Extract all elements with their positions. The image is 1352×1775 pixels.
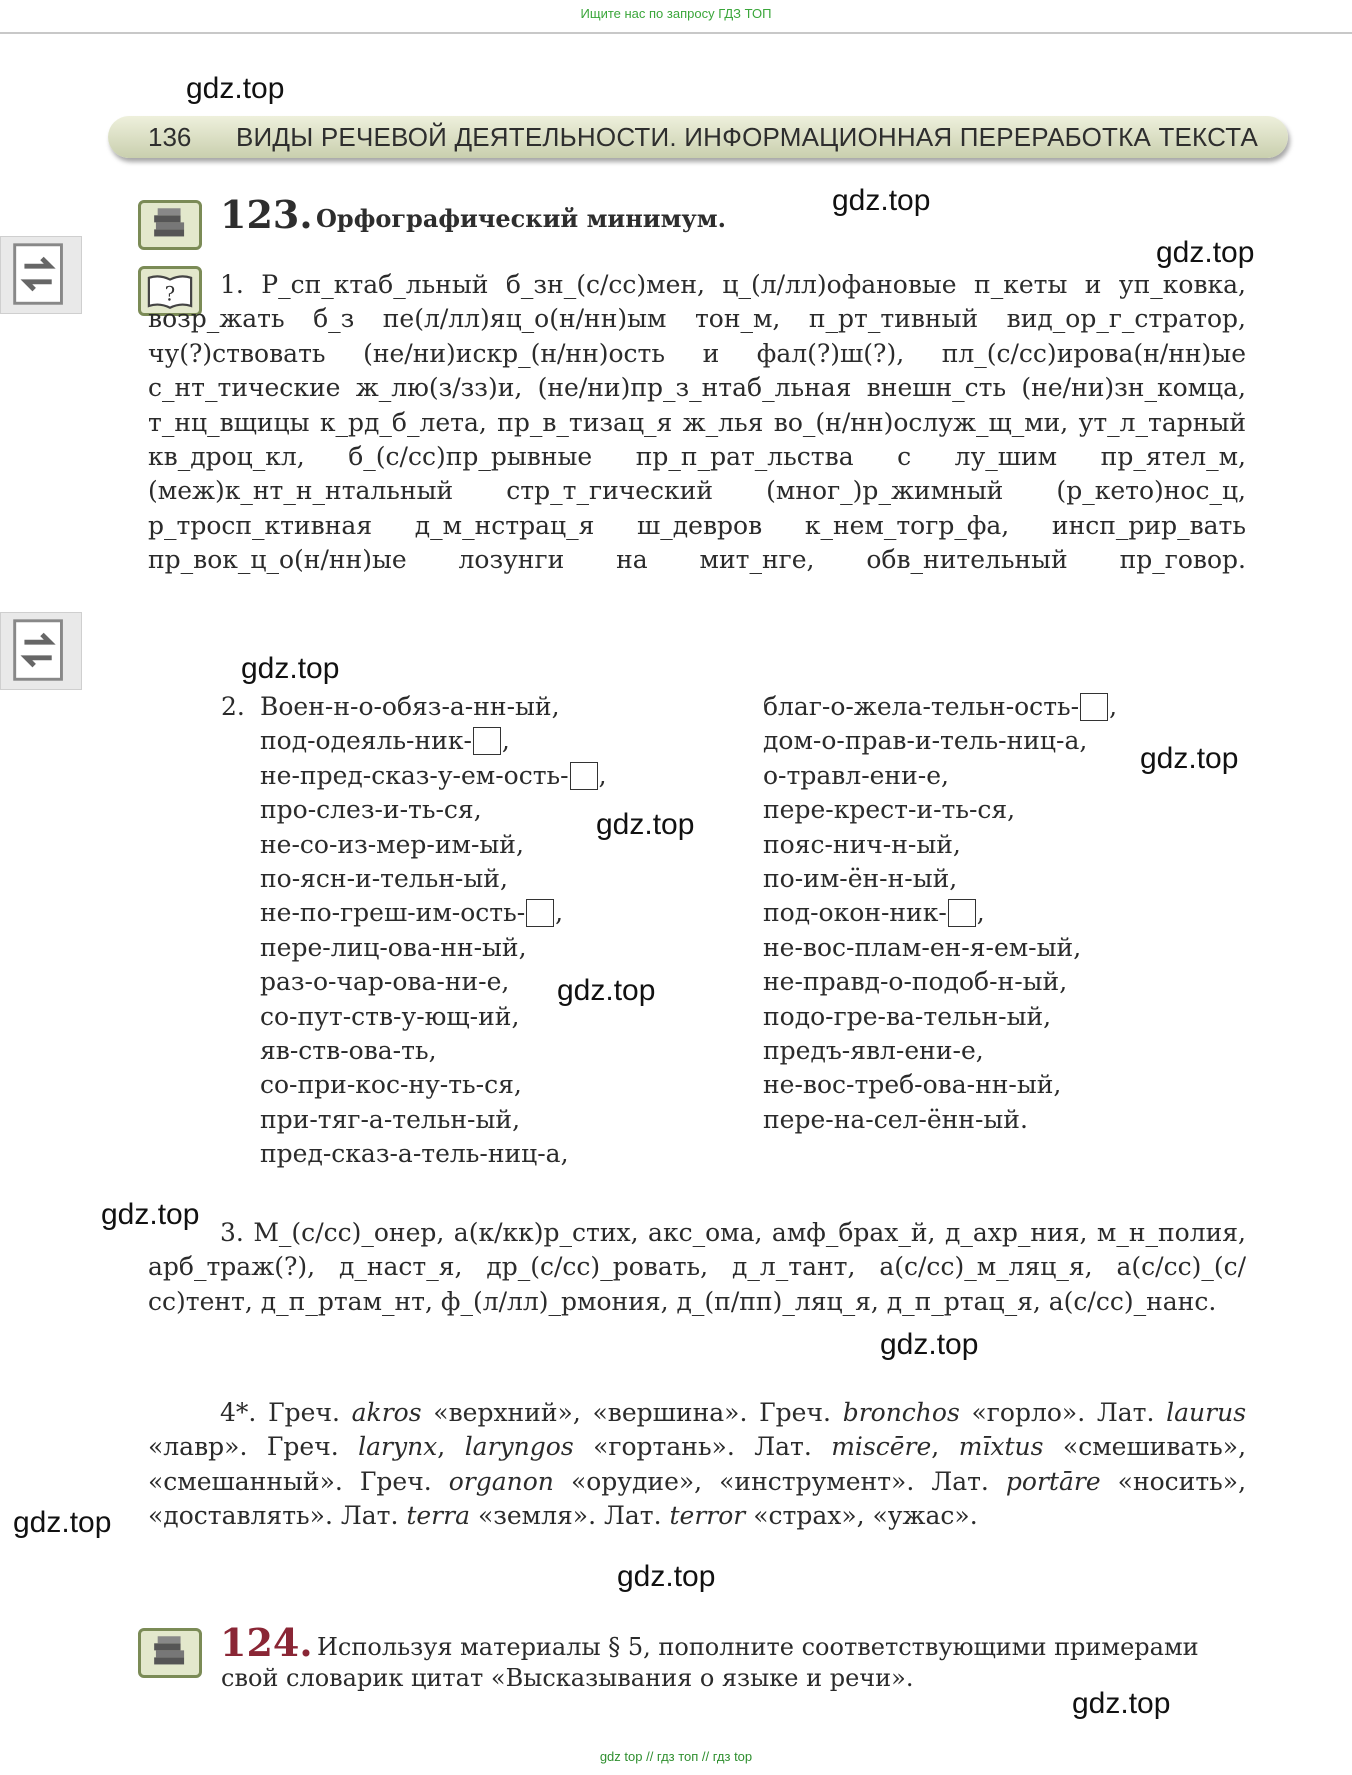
- svg-text:?: ?: [164, 282, 176, 306]
- list-item: про-слез-и-ть-ся,: [260, 795, 482, 825]
- translation: «горло».: [971, 1398, 1086, 1427]
- foreign-word: akros: [351, 1398, 422, 1427]
- exercise-number: 124.: [220, 1620, 313, 1665]
- translation: «орудие», «инструмент».: [570, 1466, 915, 1496]
- books-icon: [138, 1628, 202, 1678]
- books-icon: [138, 200, 202, 250]
- answer-box[interactable]: [570, 762, 598, 790]
- list-item: со-при-кос-ну-ть-ся,: [260, 1070, 522, 1100]
- comma: ,: [555, 898, 564, 928]
- lang-label: Греч.: [266, 1432, 339, 1462]
- lang-label: Лат.: [340, 1501, 399, 1531]
- lang-label: Греч.: [268, 1398, 340, 1427]
- lang-label: Лат.: [931, 1466, 989, 1496]
- list-item: о-травл-ени-е,: [763, 760, 949, 790]
- answer-box[interactable]: [473, 727, 501, 755]
- foreign-word: bronchos: [842, 1398, 960, 1427]
- list-item: при-тяг-а-тельн-ый,: [260, 1104, 521, 1134]
- translation: «страх», «ужас».: [753, 1501, 978, 1531]
- list-item: [260, 896, 607, 930]
- exercise-part-1: 1. Р_сп_ктаб_льный б_зн_(с/сс)мен, ц_(л/лл)офановые п_кеты и уп_ковка, возр_жать б_з пе(л/лл)яц_о(н/нн)ым тон_м, п_рт_тивный вид_ор_г_стратор, чу(?)ствовать (не/ни)искр_(н/нн)ость и фал(?)ш(?), пл_(с/сс)ирова(н/нн)ые с_нт_тические ж_лю(з/зз)и, (не/ни)пр_з_нтаб_льная внешн_сть (не/ни)зн_комца, т_нц_вщицы к_рд_б_лета, пр_в_тизац_я ж_лья во_(н/нн)ослуж_щ_ми, ут_л_тарный кв_дроц_кл, б_(с/сс)пр_рывные пр_п_рат_льства с лу_шим пр_ятел_м, (меж)к_нт_н_нтальный стр_т_гический (мног_)р_жимный (р_кето)нос_ц, р_тросп_ктивная д_м_нстрац_я ш_девров к_нем_тогр_фа, инсп_рир_вать пр_вок_ц_о(н/нн)ые лозунги на мит_нге, обв_нительный пр_говор.: [148, 270, 1246, 575]
- lang-label: Лат.: [754, 1432, 812, 1462]
- watermark: gdz.top: [1156, 236, 1255, 269]
- list-item: пере-крест-и-ть-ся,: [763, 795, 1016, 825]
- list-item: [260, 724, 607, 758]
- comma: ,: [976, 898, 985, 928]
- answer-box[interactable]: [948, 899, 976, 927]
- page-number: 136: [148, 122, 192, 152]
- word-column-right: [763, 690, 1117, 1137]
- list-item: пере-на-сел-ённ-ый.: [763, 1104, 1028, 1134]
- list-item: Воен-н-о-обяз-а-нн-ый,: [260, 692, 560, 721]
- foreign-word: larynx: [358, 1432, 438, 1462]
- list-item: [763, 690, 1117, 724]
- translation: «гортань».: [593, 1432, 735, 1462]
- watermark: gdz.top: [13, 1506, 112, 1539]
- watermark: gdz.top: [832, 184, 931, 217]
- watermark: gdz.top: [596, 808, 695, 841]
- top-search-note: Ищите нас по запросу ГДЗ ТОП: [580, 6, 772, 21]
- list-item: не-правд-о-подоб-н-ый,: [763, 967, 1068, 997]
- list-item: по-ясн-и-тельн-ый,: [260, 863, 508, 893]
- list-item: [260, 759, 607, 793]
- answer-box[interactable]: [526, 899, 554, 927]
- exercise-124-text: Используя материалы § 5, пополните соответствующими примерами свой словарик цитат «Высказывания о языке и речи».: [221, 1633, 1199, 1692]
- foreign-word: organon: [448, 1466, 554, 1496]
- lang-label: Греч.: [359, 1466, 432, 1496]
- page-header: [108, 116, 1288, 158]
- comma: ,: [1109, 692, 1118, 721]
- translation: «носить», «доставлять».: [148, 1466, 1247, 1531]
- exercise-part-3: 3. М_(с/сс)_онер, а(к/кк)р_стих, акс_ома, амф_брах_й, д_ахр_ния, м_н_полия, арб_траж(?), д_наст_я, др_(с/сс)_ровать, д_л_тант, а(с/сс)_м_ляц_я, а(с/сс)_(с/сс)тент, д_п_ртам_нт, ф_(л/лл)_рмония, д_(п/пп)_ляц_я, д_п_ртац_я, а(с/сс)_нанс.: [148, 1218, 1246, 1316]
- translation: «смешивать», «смешанный».: [148, 1432, 1247, 1496]
- translation: «верхний», «вершина».: [433, 1398, 748, 1427]
- foreign-word: portāre: [1005, 1466, 1101, 1496]
- foreign-word: terra: [406, 1501, 470, 1531]
- foreign-word: laurus: [1166, 1398, 1247, 1427]
- top-divider: [0, 32, 1352, 34]
- foreign-word: miscēre: [831, 1432, 932, 1462]
- answer-box[interactable]: [1080, 693, 1108, 721]
- list-item: со-пут-ств-у-ющ-ий,: [260, 1001, 520, 1031]
- list-item: [763, 896, 1117, 930]
- exercise-title: Орфографический минимум.: [316, 204, 726, 233]
- watermark: gdz.top: [101, 1198, 200, 1231]
- list-item: не-со-из-мер-им-ый,: [260, 829, 524, 859]
- list-item: пред-сказ-а-тель-ниц-а,: [260, 1139, 569, 1169]
- header-title: ВИДЫ РЕЧЕВОЙ ДЕЯТЕЛЬНОСТИ. ИНФОРМАЦИОННАЯ ПЕРЕРАБОТКА ТЕКСТА: [236, 122, 1258, 152]
- word: не-пред-сказ-у-ем-ость-: [260, 760, 569, 790]
- word: под-одеяль-ник-: [260, 726, 472, 756]
- part-4-number: 4*.: [220, 1398, 257, 1427]
- word: под-окон-ник-: [763, 898, 947, 928]
- comma: ,: [501, 726, 510, 756]
- list-item: пояс-нич-н-ый,: [763, 829, 961, 859]
- footer-links[interactable]: gdz top // гдз топ // гдз top: [599, 1749, 753, 1764]
- list-item: дом-о-прав-и-тель-ниц-а,: [763, 726, 1088, 756]
- translation: «земля».: [477, 1501, 597, 1531]
- list-item: яв-ств-ова-ть,: [260, 1035, 437, 1065]
- part-2-number: 2.: [221, 692, 245, 721]
- exercise-number: 123.: [220, 192, 313, 237]
- list-item: подо-гре-ва-тельн-ый,: [763, 1001, 1052, 1031]
- exercise-part-4: 4*. Греч. akros «верхний», «вершина». Греч. bronchos «горло». Лат. laurus «лавр». Греч. larynx, laryngos «гортань». Лат. miscēre, mīxtus «смешивать», «смешанный». Греч. organon «орудие», «инструмент». Лат. portāre «носить», «доставлять». Лат. terra «земля». Лат. terror «страх», «ужас».: [148, 1398, 1247, 1531]
- watermark: gdz.top: [557, 974, 656, 1007]
- watermark: gdz.top: [1140, 742, 1239, 775]
- list-item: пере-лиц-ова-нн-ый,: [260, 932, 527, 962]
- translation: «лавр».: [148, 1432, 248, 1462]
- list-item: по-им-ён-н-ый,: [763, 863, 958, 893]
- word: благ-о-жела-тельн-ость-: [763, 692, 1080, 721]
- word: не-по-греш-им-ость-: [260, 898, 526, 928]
- watermark: gdz.top: [241, 652, 340, 685]
- refresh-doc-icon[interactable]: [0, 236, 82, 314]
- foreign-word: mīxtus: [958, 1432, 1044, 1462]
- word-column-left: [260, 690, 607, 1171]
- lang-label: Лат.: [1096, 1398, 1155, 1427]
- list-item: не-вос-треб-ова-нн-ый,: [763, 1070, 1062, 1100]
- list-item: не-вос-плам-ен-я-ем-ый,: [763, 932, 1082, 962]
- watermark: gdz.top: [617, 1560, 716, 1593]
- comma: ,: [598, 760, 607, 790]
- watermark: gdz.top: [186, 72, 285, 105]
- watermark: gdz.top: [1072, 1687, 1171, 1720]
- lang-label: Греч.: [759, 1398, 831, 1427]
- lang-label: Лат.: [603, 1501, 662, 1531]
- refresh-doc-icon[interactable]: [0, 612, 82, 690]
- foreign-word: terror: [669, 1501, 746, 1531]
- list-item: раз-о-чар-ова-ни-е,: [260, 967, 510, 997]
- list-item: предъ-явл-ени-е,: [763, 1035, 984, 1065]
- watermark: gdz.top: [880, 1328, 979, 1361]
- foreign-word: laryngos: [464, 1432, 574, 1462]
